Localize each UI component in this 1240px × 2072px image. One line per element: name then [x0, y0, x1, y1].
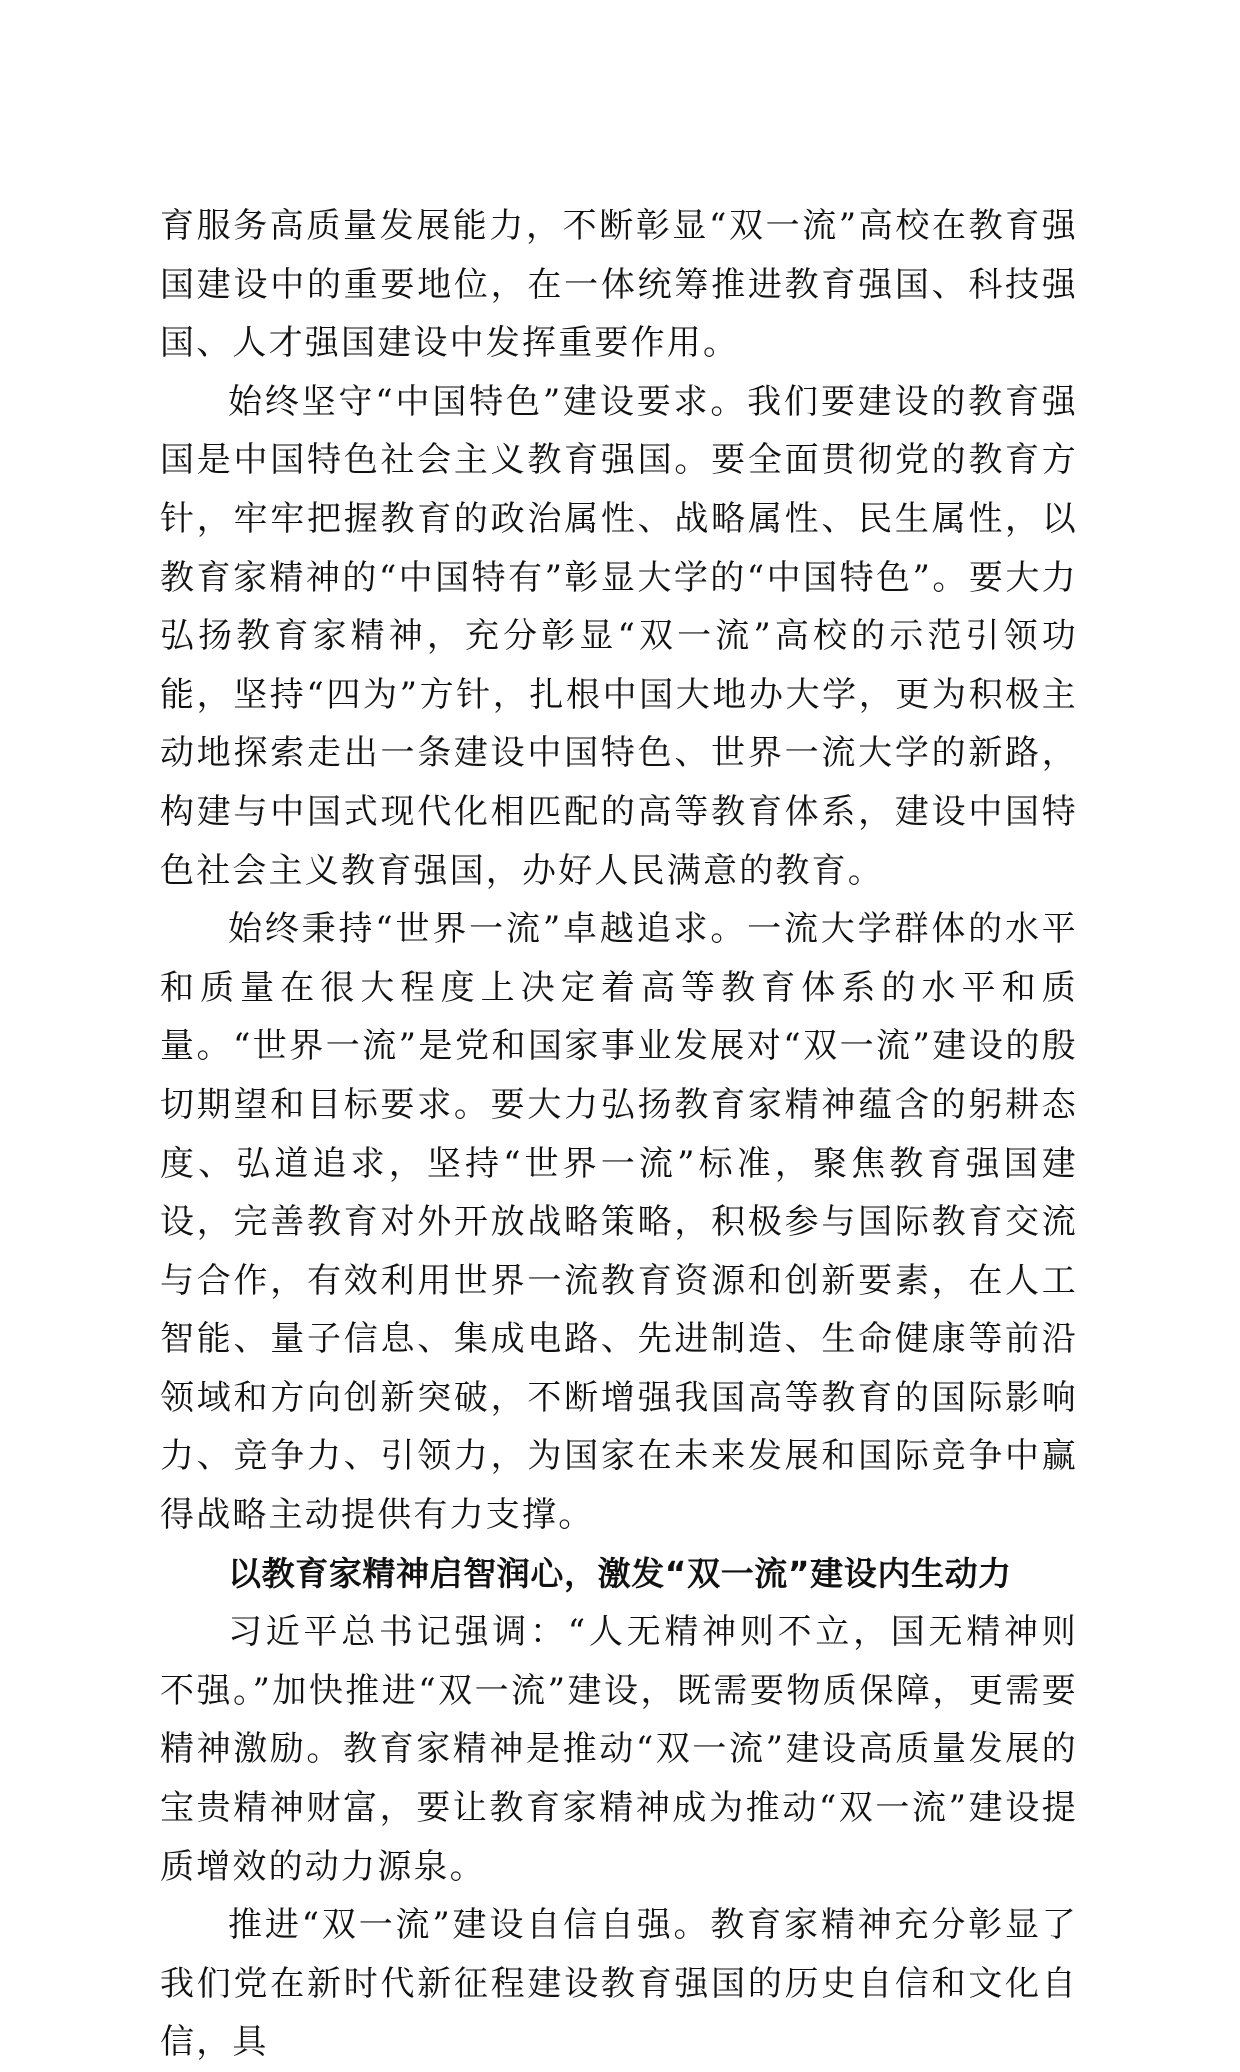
document-page: [160, 197, 1078, 2072]
paragraph-chinese-characteristics: 始终坚守“中国特色”建设要求。我们要建设的教育强国是中国特色社会主义教育强国。要全面贯彻党的教育方针，牢牢把握教育的政治属性、战略属性、民生属性，以教育家精神的“中国特有”彰显大学的“中国特色”。要大力弘扬教育家精神，充分彰显“双一流”高校的示范引领功能，坚持“四为”方针，扎根中国大地办大学，更为积极主动地探索走出一条建设中国特色、世界一流大学的新路，构建与中国式现代化相匹配的高等教育体系，建设中国特色社会主义教育强国，办好人民满意的教育。: [160, 381, 1078, 891]
paragraph-continuation: 育服务高质量发展能力，不断彰显“双一流”高校在教育强国建设中的重要地位，在一体统筹推进教育强国、科技强国、人才强国建设中发挥重要作用。: [160, 206, 1078, 364]
paragraph-spirit-quote: 习近平总书记强调：“人无精神则不立，国无精神则不强。”加快推进“双一流”建设，既需要物质保障，更需要精神激励。教育家精神是推动“双一流”建设高质量发展的宝贵精神财富，要让教育家精神成为推动“双一流”建设提质增效的动力源泉。: [160, 1612, 1078, 1887]
paragraph-world-class: 始终秉持“世界一流”卓越追求。一流大学群体的水平和质量在很大程度上决定着高等教育体系的水平和质量。“世界一流”是党和国家事业发展对“双一流”建设的殷切期望和目标要求。要大力弘扬教育家精神蕴含的躬耕态度、弘道追求，坚持“世界一流”标准，聚焦教育强国建设，完善教育对外开放战略策略，积极参与国际教育交流与合作，有效利用世界一流教育资源和创新要素，在人工智能、量子信息、集成电路、先进制造、生命健康等前沿领域和方向创新突破，不断增强我国高等教育的国际影响力、竞争力、引领力，为国家在未来发展和国际竞争中赢得战略主动提供有力支撑。: [160, 909, 1078, 1536]
section-heading: 以教育家精神启智润心，激发“双一流”建设内生动力: [228, 1553, 1012, 1593]
paragraph-self-confidence: 推进“双一流”建设自信自强。教育家精神充分彰显了我们党在新时代新征程建设教育强国的历史自信和文化自信，具: [160, 1905, 1078, 2063]
